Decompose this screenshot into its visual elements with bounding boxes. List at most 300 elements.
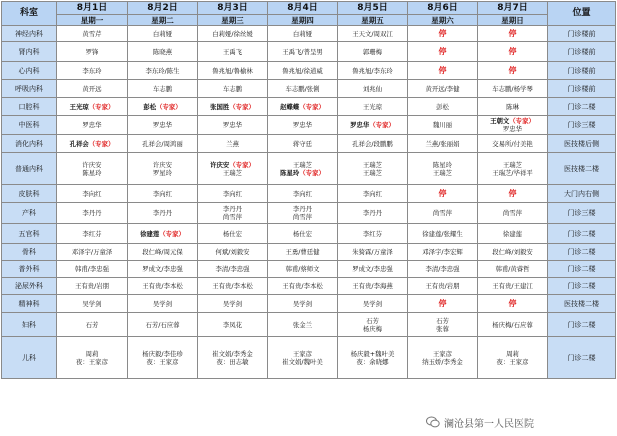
schedule-cell xyxy=(478,80,548,98)
doctor-name: 李丹丹 xyxy=(292,205,313,213)
schedule-cell xyxy=(338,153,408,185)
doctor-name: 王朝文 xyxy=(490,117,510,125)
schedule-cell xyxy=(128,337,198,379)
watermark-text: 澜沧县第一人民医院 xyxy=(444,418,534,430)
schedule-cell xyxy=(57,42,128,62)
schedule-cell xyxy=(478,244,548,261)
doctor-name: 吴学剑 xyxy=(82,299,102,308)
weekday-cell: 星期日 xyxy=(478,15,548,26)
schedule-cell xyxy=(408,153,478,185)
dept-name: 肾内科 xyxy=(2,42,57,62)
location-cell: 门诊楼前 xyxy=(548,80,616,98)
table-row xyxy=(2,261,616,278)
schedule-cell xyxy=(478,116,548,135)
schedule-cell xyxy=(408,26,478,42)
schedule-cell xyxy=(128,42,198,62)
schedule-cell xyxy=(478,313,548,337)
location-cell: 门诊楼前 xyxy=(548,42,616,62)
table-row xyxy=(2,244,616,261)
doctor-name: 韩甫/李忠强 xyxy=(74,265,110,273)
doctor-name: 罗忠华 xyxy=(502,125,523,133)
closed-marker: 停 xyxy=(438,46,447,56)
closed-marker: 停 xyxy=(508,188,517,198)
location-cell: 门诊二楼 xyxy=(548,224,616,244)
doctor-name: 黄雪芹 xyxy=(82,29,102,38)
doctor-name: 白莉娅 xyxy=(292,29,313,38)
table-row xyxy=(2,42,616,62)
doctor-name: 彭松 xyxy=(143,102,157,111)
doctor-name: 李向红 xyxy=(292,189,313,198)
schedule-cell xyxy=(198,98,268,116)
doctor-name: 周莉 xyxy=(506,349,519,358)
location-cell: 门诊二楼 xyxy=(548,98,616,116)
schedule-cell xyxy=(198,80,268,98)
doctor-name: 鲁兆旭/李东玲 xyxy=(352,66,393,75)
dept-name: 口腔科 xyxy=(2,98,57,116)
schedule-cell xyxy=(408,337,478,379)
doctor-name: 王光琼 xyxy=(362,102,383,111)
schedule-cell xyxy=(198,62,268,80)
doctor-name: 张蓉 xyxy=(436,324,449,333)
doctor-name: 王天文/周双江 xyxy=(352,29,393,38)
dept-name: 皮肤科 xyxy=(2,185,57,203)
doctor-name: 罗锋 xyxy=(85,47,99,56)
location-cell: 门诊楼前 xyxy=(548,26,616,42)
doctor-name: 李向红 xyxy=(362,189,383,198)
doctor-name: 交易所/付美艳 xyxy=(492,139,533,148)
table-row xyxy=(2,224,616,244)
doctor-name: 兰燕/张丽娟 xyxy=(425,139,460,148)
expert-tag: （专家） xyxy=(88,102,115,111)
schedule-cell xyxy=(57,135,128,153)
date-cell: 8月5日 xyxy=(338,2,408,15)
schedule-cell xyxy=(338,26,408,42)
expert-tag: （专家） xyxy=(369,121,395,129)
doctor-name: 罗忠华 xyxy=(292,121,313,129)
doctor-name: 邓泽宇/万童泽 xyxy=(71,248,113,256)
doctor-name: 兰燕 xyxy=(226,139,239,148)
doctor-name: 王禹飞 xyxy=(222,47,243,56)
doctor-name: 王有贵/李本松 xyxy=(212,282,253,290)
schedule-cell xyxy=(338,135,408,153)
location-cell: 门诊二楼 xyxy=(548,244,616,261)
dept-name: 心内科 xyxy=(2,62,57,80)
table-row xyxy=(2,153,616,185)
dept-name: 普外科 xyxy=(2,261,57,278)
doctor-name: 杨仕宏 xyxy=(222,229,243,238)
doctor-name: 杨庆梅 xyxy=(362,324,383,333)
schedule-cell xyxy=(338,295,408,313)
doctor-name: 罗忠华 xyxy=(152,121,173,129)
doctor-name: 鲁兆旭/徐道威 xyxy=(282,66,323,75)
schedule-cell xyxy=(57,203,128,224)
doctor-name: 王有贵/李本松 xyxy=(282,282,323,290)
schedule-cell xyxy=(478,42,548,62)
doctor-name: 吴学剑 xyxy=(362,299,383,308)
schedule-cell xyxy=(478,135,548,153)
doctor-name: 杨仕宏 xyxy=(292,229,313,238)
doctor-name: 徐建莲 xyxy=(140,229,160,238)
schedule-cell xyxy=(198,116,268,135)
table-row xyxy=(2,313,616,337)
schedule-cell xyxy=(128,244,198,261)
doctor-name: 陈星玲 xyxy=(432,160,453,169)
doctor-name: 李东玲 xyxy=(82,66,102,75)
schedule-cell xyxy=(198,42,268,62)
doctor-name: 李东玲/陈生 xyxy=(145,66,180,75)
doctor-name: 崔文娟/魏叶美 xyxy=(282,357,323,366)
doctor-name: 罗星玲 xyxy=(152,168,173,177)
schedule-cell xyxy=(128,98,198,116)
dept-name: 五官科 xyxy=(2,224,57,244)
table-row xyxy=(2,62,616,80)
location-cell: 大门内右侧 xyxy=(548,185,616,203)
schedule-cell xyxy=(478,261,548,278)
location-cell: 门诊二楼 xyxy=(548,261,616,278)
doctor-name: 吴学剑 xyxy=(292,299,313,308)
schedule-cell xyxy=(128,116,198,135)
schedule-cell xyxy=(57,278,128,295)
doctor-name: 黄开远/李健 xyxy=(425,84,460,93)
schedule-cell xyxy=(57,313,128,337)
schedule-cell xyxy=(128,313,198,337)
dept-name: 消化内科 xyxy=(2,135,57,153)
table-row xyxy=(2,26,616,42)
doctor-name: 韩甫/蔡师文 xyxy=(285,265,320,273)
schedule-cell xyxy=(408,313,478,337)
schedule-cell xyxy=(268,337,338,379)
schedule-cell xyxy=(268,224,338,244)
schedule-cell xyxy=(268,244,338,261)
weekday-row xyxy=(2,15,616,26)
doctor-name: 蒋守廷 xyxy=(292,139,313,148)
doctor-name: 石芳/石应蓉 xyxy=(145,320,180,329)
schedule-cell xyxy=(198,224,268,244)
expert-tag: （专家） xyxy=(229,160,255,169)
doctor-name: 夜：王家彦 xyxy=(496,357,529,366)
closed-marker: 停 xyxy=(508,46,517,56)
schedule-cell xyxy=(408,224,478,244)
doctor-name: 段仁峰/刘毅安 xyxy=(492,248,533,256)
expert-tag: （专家） xyxy=(88,139,115,148)
location-cell: 门诊三楼 xyxy=(548,116,616,135)
doctor-name: 白莉娅/徐丝媛 xyxy=(212,29,253,38)
doctor-name: 邓泽宇/李宏辉 xyxy=(422,248,463,256)
table-row xyxy=(2,278,616,295)
doctor-name: 王瑞芝/毕祥平 xyxy=(492,168,533,177)
location-cell: 门诊二楼 xyxy=(548,278,616,295)
dept-name: 产科 xyxy=(2,203,57,224)
closed-marker: 停 xyxy=(508,298,517,308)
doctor-name: 尚雪萍 xyxy=(502,209,523,217)
schedule-cell xyxy=(198,244,268,261)
doctor-name: 夜：田志敏 xyxy=(216,357,249,366)
location-cell: 医技楼二楼 xyxy=(548,295,616,313)
schedule-cell xyxy=(268,26,338,42)
dept-name: 泌尿外科 xyxy=(2,278,57,295)
doctor-name: 王有贵/岩朋 xyxy=(425,282,460,290)
doctor-name: 李向红 xyxy=(222,189,243,198)
doctor-name: 罗忠华 xyxy=(350,121,370,129)
doctor-name: 吴学剑 xyxy=(152,299,173,308)
schedule-cell xyxy=(268,153,338,185)
schedule-cell xyxy=(268,42,338,62)
schedule-cell xyxy=(478,224,548,244)
weekday-cell: 星期三 xyxy=(198,15,268,26)
table-row xyxy=(2,116,616,135)
closed-marker: 停 xyxy=(438,298,447,308)
closed-marker: 停 xyxy=(508,65,517,75)
schedule-cell xyxy=(338,203,408,224)
doctor-name: 孔祥会/周鸿丽 xyxy=(142,139,183,148)
schedule-cell xyxy=(57,98,128,116)
doctor-name: 李丹丹 xyxy=(222,205,243,213)
schedule-cell xyxy=(128,295,198,313)
doctor-name: 白莉娅 xyxy=(152,29,173,38)
schedule-cell xyxy=(408,42,478,62)
doctor-name: 李向红 xyxy=(152,189,173,198)
doctor-name: 王禹飞/普呈男 xyxy=(282,47,323,56)
doctor-name: 王瑞芝 xyxy=(362,168,383,177)
doctor-name: 张国胜 xyxy=(210,102,230,111)
schedule-cell xyxy=(268,295,338,313)
doctor-name: 王有贵/岩朋 xyxy=(74,282,110,290)
date-cell: 8月4日 xyxy=(268,2,338,15)
doctor-name: 张金兰 xyxy=(292,320,313,329)
doctor-name: 许庆安 xyxy=(82,160,102,169)
schedule-cell xyxy=(57,26,128,42)
schedule-cell xyxy=(268,80,338,98)
schedule-cell xyxy=(338,42,408,62)
table-row xyxy=(2,203,616,224)
schedule-cell xyxy=(478,26,548,42)
schedule-cell xyxy=(478,295,548,313)
schedule-cell xyxy=(408,295,478,313)
schedule-cell xyxy=(57,153,128,185)
doctor-name: 王瑞芝 xyxy=(502,160,523,169)
schedule-cell xyxy=(198,261,268,278)
wechat-icon xyxy=(426,416,440,428)
doctor-name: 尚雪萍 xyxy=(222,213,243,221)
schedule-cell xyxy=(268,278,338,295)
schedule-cell xyxy=(268,261,338,278)
schedule-cell xyxy=(198,337,268,379)
schedule-cell xyxy=(57,185,128,203)
location-cell: 医技楼后侧 xyxy=(548,135,616,153)
closed-marker: 停 xyxy=(438,188,447,198)
schedule-cell xyxy=(57,244,128,261)
doctor-name: 王瑞芝 xyxy=(292,160,313,169)
table-row xyxy=(2,185,616,203)
schedule-cell xyxy=(57,337,128,379)
schedule-cell xyxy=(128,153,198,185)
doctor-name: 周莉 xyxy=(85,349,99,358)
schedule-cell xyxy=(268,203,338,224)
closed-marker: 停 xyxy=(438,28,447,38)
schedule-cell xyxy=(478,337,548,379)
doctor-name: 李清/李忠强 xyxy=(215,265,250,273)
schedule-cell xyxy=(478,98,548,116)
closed-marker: 停 xyxy=(438,65,447,75)
doctor-name: 李红芬 xyxy=(362,229,383,238)
location-cell: 医技楼二楼 xyxy=(548,153,616,185)
doctor-name: 王有贵/王建江 xyxy=(492,282,533,290)
doctor-name: 何斌/刘毅安 xyxy=(215,248,250,256)
doctor-name: 陈琳 xyxy=(506,102,519,111)
table-row xyxy=(2,80,616,98)
doctor-name: 王瑞芝 xyxy=(222,168,243,177)
schedule-cell xyxy=(408,80,478,98)
schedule-cell xyxy=(478,203,548,224)
schedule-cell xyxy=(338,313,408,337)
doctor-name: 杨庆毅/李佳珍 xyxy=(142,349,183,358)
schedule-cell xyxy=(478,153,548,185)
doctor-name: 李凤花 xyxy=(222,320,243,329)
dept-name: 精神科 xyxy=(2,295,57,313)
schedule-cell xyxy=(57,116,128,135)
location-cell: 门诊二楼 xyxy=(548,337,616,379)
doctor-name: 鲁兆旭/鲁榆林 xyxy=(212,66,253,75)
doctor-name: 陈晓燕 xyxy=(152,47,173,56)
location-header: 位置 xyxy=(548,2,616,26)
doctor-name: 黄开远 xyxy=(82,84,102,93)
schedule-cell xyxy=(57,62,128,80)
weekday-cell: 星期二 xyxy=(128,15,198,26)
doctor-name: 纳玉娇/李秀金 xyxy=(422,357,463,366)
schedule-cell xyxy=(408,116,478,135)
schedule-table xyxy=(1,1,616,379)
doctor-name: 陈星玲 xyxy=(82,168,102,177)
doctor-name: 王有贵/李海燕 xyxy=(352,282,393,290)
doctor-name: 郭珊梅 xyxy=(362,47,383,56)
schedule-cell xyxy=(268,185,338,203)
doctor-name: 段仁峰/周元保 xyxy=(142,248,183,256)
doctor-name: 许庆安 xyxy=(210,160,230,169)
doctor-name: 徐建莲 xyxy=(502,229,523,238)
weekday-cell: 星期六 xyxy=(408,15,478,26)
doctor-name: 罗成文/李忠强 xyxy=(352,265,393,273)
doctor-name: 李向红 xyxy=(82,189,102,198)
weekday-cell: 星期五 xyxy=(338,15,408,26)
doctor-name: 石芳 xyxy=(436,316,449,325)
doctor-name: 王光琼 xyxy=(69,102,89,111)
schedule-cell xyxy=(338,116,408,135)
expert-tag: （专家） xyxy=(509,117,535,125)
schedule-cell xyxy=(408,185,478,203)
table-row xyxy=(2,295,616,313)
schedule-cell xyxy=(198,295,268,313)
schedule-cell xyxy=(128,135,198,153)
doctor-name: 罗忠华 xyxy=(82,121,102,129)
schedule-cell xyxy=(408,135,478,153)
doctor-name: 罗忠华 xyxy=(222,121,243,129)
schedule-cell xyxy=(268,116,338,135)
schedule-cell xyxy=(128,203,198,224)
dept-name: 骨科 xyxy=(2,244,57,261)
dept-name: 神经内科 xyxy=(2,26,57,42)
schedule-cell xyxy=(338,261,408,278)
doctor-name: 车志鹏/张俐 xyxy=(285,84,320,93)
schedule-cell xyxy=(198,278,268,295)
doctor-name: 李红芬 xyxy=(82,229,102,238)
location-cell: 门诊二楼 xyxy=(548,313,616,337)
doctor-name: 王家彦 xyxy=(432,349,453,358)
doctor-name: 尚雪萍 xyxy=(432,209,453,217)
schedule-cell xyxy=(198,153,268,185)
weekday-cell: 星期一 xyxy=(57,15,128,26)
dept-name: 普通内科 xyxy=(2,153,57,185)
location-cell: 门诊三楼 xyxy=(548,203,616,224)
schedule-cell xyxy=(338,224,408,244)
dept-name: 儿科 xyxy=(2,337,57,379)
schedule-cell xyxy=(268,135,338,153)
schedule-cell xyxy=(128,224,198,244)
schedule-cell xyxy=(338,244,408,261)
expert-tag: （专家） xyxy=(229,102,255,111)
table-row xyxy=(2,135,616,153)
doctor-name: 崔文娟/李秀金 xyxy=(212,349,253,358)
doctor-name: 车志鹏 xyxy=(152,84,173,93)
doctor-name: 陈星玲 xyxy=(280,168,300,177)
schedule-cell xyxy=(268,313,338,337)
schedule-cell xyxy=(198,26,268,42)
doctor-name: 石芳 xyxy=(366,316,379,325)
date-row xyxy=(2,2,616,15)
schedule-cell xyxy=(268,98,338,116)
schedule-cell xyxy=(408,62,478,80)
schedule-cell xyxy=(128,261,198,278)
schedule-cell xyxy=(338,278,408,295)
schedule-cell xyxy=(478,62,548,80)
schedule-cell xyxy=(128,278,198,295)
doctor-name: 吴学剑 xyxy=(222,299,243,308)
doctor-name: 孔祥会 xyxy=(69,139,89,148)
schedule-cell xyxy=(128,80,198,98)
expert-tag: （专家） xyxy=(299,168,325,177)
doctor-name: 罗成文/李忠强 xyxy=(142,265,183,273)
dept-name: 妇科 xyxy=(2,313,57,337)
schedule-cell xyxy=(338,185,408,203)
schedule-cell xyxy=(57,295,128,313)
date-cell: 8月6日 xyxy=(408,2,478,15)
doctor-name: 夜：王家彦 xyxy=(146,357,179,366)
schedule-cell xyxy=(198,185,268,203)
schedule-body xyxy=(2,26,616,379)
date-cell: 8月3日 xyxy=(198,2,268,15)
doctor-name: 徐建莲/张耀生 xyxy=(422,229,463,238)
date-cell: 8月2日 xyxy=(128,2,198,15)
doctor-name: 李丹丹 xyxy=(152,209,173,217)
schedule-cell xyxy=(408,203,478,224)
schedule-cell xyxy=(408,244,478,261)
doctor-name: 尚雪萍 xyxy=(292,213,313,221)
schedule-cell xyxy=(408,261,478,278)
schedule-cell xyxy=(57,224,128,244)
schedule-cell xyxy=(268,62,338,80)
schedule-cell xyxy=(478,278,548,295)
doctor-name: 王瑞芝 xyxy=(362,160,383,169)
weekday-cell: 星期四 xyxy=(268,15,338,26)
date-cell: 8月1日 xyxy=(57,2,128,15)
doctor-name: 杨庆梅/石应蓉 xyxy=(492,320,533,329)
doctor-name: 魏川丽 xyxy=(432,121,453,129)
doctor-name: 李清/李忠强 xyxy=(425,265,460,273)
doctor-name: 王瑞芝 xyxy=(432,168,453,177)
schedule-cell xyxy=(338,62,408,80)
schedule-cell xyxy=(338,98,408,116)
date-cell: 8月7日 xyxy=(478,2,548,15)
doctor-name: 李丹丹 xyxy=(82,209,102,217)
